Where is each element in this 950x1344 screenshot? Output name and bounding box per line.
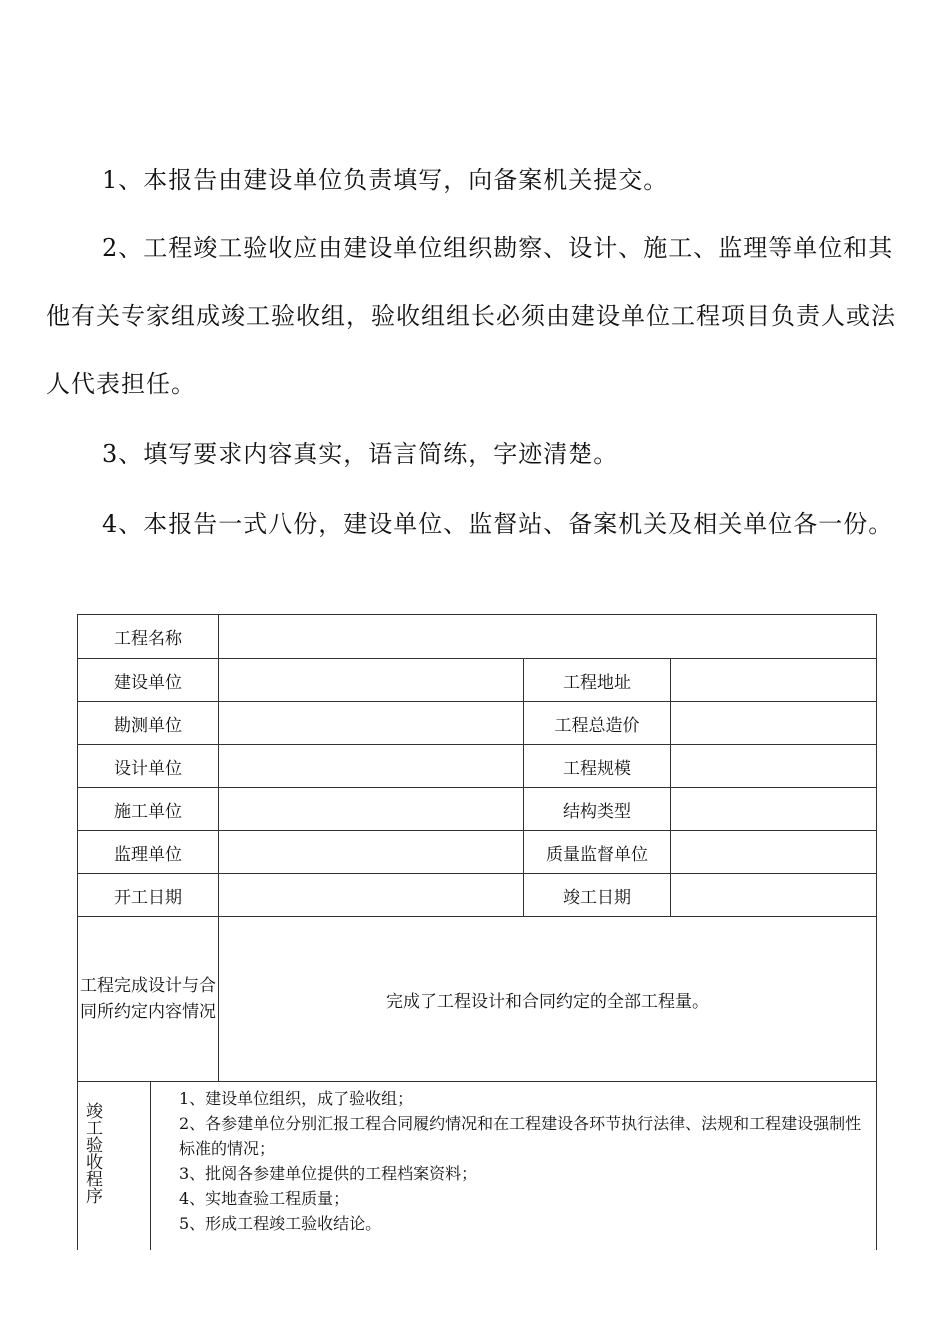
procedure-step: 3、批阅各参建单位提供的工程档案资料； xyxy=(179,1164,478,1183)
total-cost-value[interactable] xyxy=(671,702,877,745)
construction-unit-label: 建设单位 xyxy=(78,659,219,702)
procedure-label-cell xyxy=(78,1082,151,1250)
procedure-step: 2、各参建单位分别汇报工程合同履约情况和在工程建设各环节执行法律、法规和工程建设强制性标准的情况； xyxy=(179,1114,862,1158)
form-row-procedure xyxy=(78,1082,877,1250)
structure-type-value[interactable] xyxy=(671,788,877,831)
survey-unit-value[interactable] xyxy=(219,702,524,745)
completion-report-form xyxy=(77,614,877,1250)
procedure-label: 竣工验收程序 xyxy=(82,1102,102,1204)
total-cost-label: 工程总造价 xyxy=(524,702,671,745)
procedure-steps-cell xyxy=(151,1082,877,1250)
supervision-unit-value[interactable] xyxy=(219,831,524,874)
quality-supervision-label: 质量监督单位 xyxy=(524,831,671,874)
construction-unit-value[interactable] xyxy=(219,659,524,702)
quality-supervision-value[interactable] xyxy=(671,831,877,874)
instruction-4: 4、本报告一式八份，建设单位、监督站、备案机关及相关单位各一份。 xyxy=(102,510,894,538)
procedure-step: 5、形成工程竣工验收结论。 xyxy=(179,1214,382,1233)
procedure-step: 1、建设单位组织，成了验收组； xyxy=(179,1089,414,1108)
form-row-project-name xyxy=(78,615,877,659)
form-row xyxy=(78,702,877,745)
project-address-value[interactable] xyxy=(671,659,877,702)
form-row xyxy=(78,745,877,788)
completion-date-label: 竣工日期 xyxy=(524,874,671,917)
instruction-1: 1、本报告由建设单位负责填写，向备案机关提交。 xyxy=(102,166,669,194)
completion-date-value[interactable] xyxy=(671,874,877,917)
form-row xyxy=(78,659,877,702)
contractor-unit-label: 施工单位 xyxy=(78,788,219,831)
form-row xyxy=(78,788,877,831)
completion-status-label: 工程完成设计与合同所约定内容情况 xyxy=(78,917,219,1082)
contractor-unit-value[interactable] xyxy=(219,788,524,831)
procedure-steps xyxy=(151,1082,876,1236)
design-unit-label: 设计单位 xyxy=(78,745,219,788)
supervision-unit-label: 监理单位 xyxy=(78,831,219,874)
start-date-value[interactable] xyxy=(219,874,524,917)
design-unit-value[interactable] xyxy=(219,745,524,788)
survey-unit-label: 勘测单位 xyxy=(78,702,219,745)
form-row-completion xyxy=(78,917,877,1082)
form-row xyxy=(78,831,877,874)
procedure-step: 4、实地查验工程质量； xyxy=(179,1189,350,1208)
form-row xyxy=(78,874,877,917)
instruction-2: 2、工程竣工验收应由建设单位组织勘察、设计、施工、监理等单位和其他有关专家组成竣工验收组，验收组组长必须由建设单位工程项目负责人或法人代表担任。 xyxy=(46,234,896,398)
start-date-label: 开工日期 xyxy=(78,874,219,917)
project-scale-label: 工程规模 xyxy=(524,745,671,788)
project-name-label: 工程名称 xyxy=(78,615,219,659)
completion-status-value[interactable]: 完成了工程设计和合同约定的全部工程量。 xyxy=(219,917,877,1082)
project-address-label: 工程地址 xyxy=(524,659,671,702)
project-scale-value[interactable] xyxy=(671,745,877,788)
project-name-value[interactable] xyxy=(219,615,877,659)
structure-type-label: 结构类型 xyxy=(524,788,671,831)
instruction-3: 3、填写要求内容真实，语言简练，字迹清楚。 xyxy=(102,440,619,468)
